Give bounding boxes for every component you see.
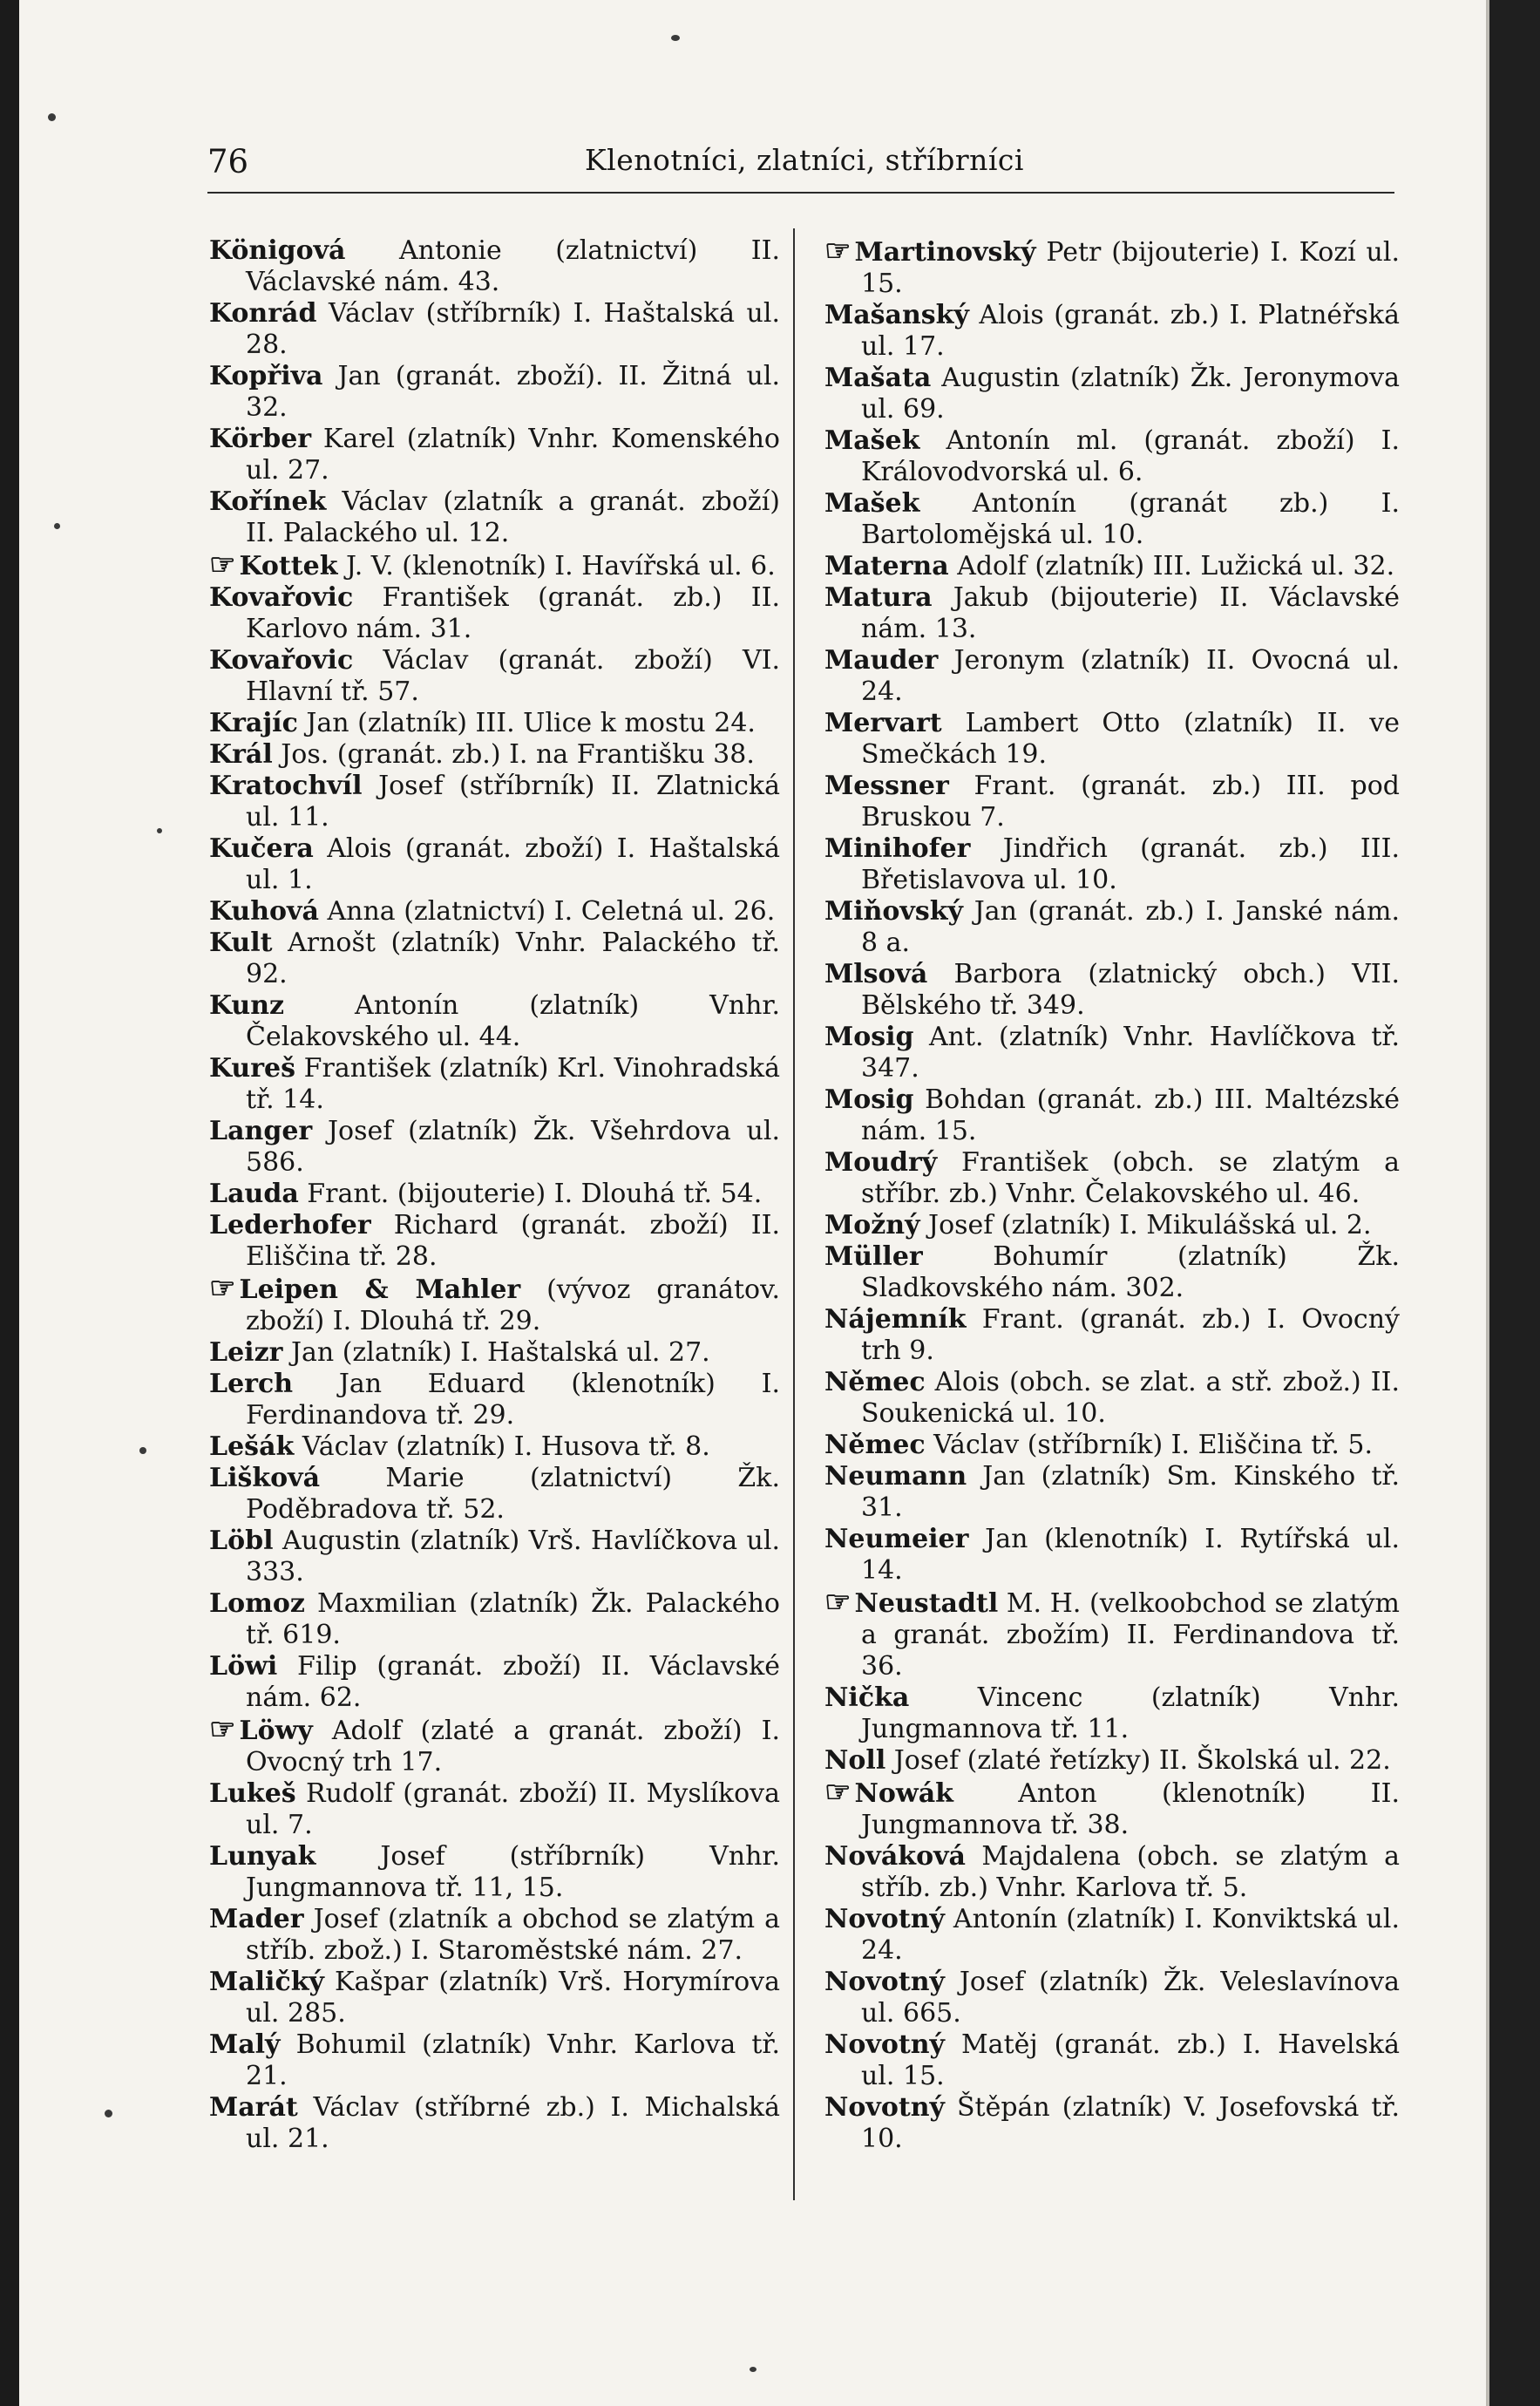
entry-name: Novotný bbox=[824, 1967, 945, 1997]
directory-entry bbox=[824, 1777, 1400, 1841]
entry-details: Adolf (zlatník) III. Lužická ul. 32. bbox=[948, 551, 1395, 581]
entry-details: Majdalena (obch. se zlatým a stříb. zb.) Vnhr. Karlova tř. 5. bbox=[861, 1841, 1400, 1903]
directory-entry bbox=[824, 1841, 1400, 1904]
directory-entry bbox=[209, 2029, 780, 2092]
directory-entry bbox=[824, 2029, 1400, 2092]
entry-name: Leipen & Mahler bbox=[239, 1274, 521, 1305]
entry-name: Možný bbox=[824, 1210, 920, 1240]
entry-details: Václav (stříbrník) I. Haštalská ul. 28. bbox=[246, 298, 780, 360]
entry-details: Vincenc (zlatník) Vnhr. Jungmannova tř. 11. bbox=[861, 1682, 1400, 1744]
directory-entry bbox=[209, 1967, 780, 2029]
entry-details: Anton (klenotník) II. Jungmannova tř. 38. bbox=[861, 1778, 1400, 1840]
directory-entry bbox=[209, 1778, 780, 1841]
right-column bbox=[824, 235, 1400, 2155]
entry-name: Nička bbox=[824, 1682, 910, 1713]
directory-entry bbox=[209, 1526, 780, 1588]
entry-name: Kopřiva bbox=[209, 361, 323, 391]
directory-entry bbox=[209, 771, 780, 833]
header-rule bbox=[207, 192, 1394, 194]
entry-name: Kořínek bbox=[209, 486, 327, 517]
entry-name: Lerch bbox=[209, 1369, 294, 1399]
directory-entry bbox=[209, 1588, 780, 1651]
entry-name: Němec bbox=[824, 1430, 926, 1460]
entry-name: Nováková bbox=[824, 1841, 966, 1872]
entry-name: Mosig bbox=[824, 1022, 914, 1052]
directory-entry bbox=[209, 361, 780, 424]
directory-entry bbox=[209, 833, 780, 896]
scan-speck bbox=[105, 2110, 112, 2117]
entry-details: Jakub (bijouterie) II. Václavské nám. 13. bbox=[861, 582, 1400, 644]
entry-name: Mauder bbox=[824, 645, 939, 676]
directory-entry bbox=[824, 300, 1400, 363]
entry-name: Konrád bbox=[209, 298, 317, 329]
directory-entry bbox=[824, 1904, 1400, 1967]
entry-details: Václav (zlatník a granát. zboží) II. Palackého ul. 12. bbox=[246, 486, 780, 548]
directory-entry bbox=[824, 1147, 1400, 1210]
entry-details: Jan (zlatník) III. Ulice k mostu 24. bbox=[297, 708, 756, 738]
entry-name: Kovařovic bbox=[209, 645, 354, 676]
scan-edge-left bbox=[0, 0, 19, 2406]
entry-details: Alois (granát. zb.) I. Platnéřská ul. 17. bbox=[861, 300, 1400, 362]
entry-details: Štěpán (zlatník) V. Josefovská tř. 10. bbox=[861, 2092, 1400, 2154]
entry-details: Augustin (zlatník) Žk. Jeronymova ul. 69. bbox=[861, 363, 1400, 425]
directory-entry bbox=[824, 1084, 1400, 1147]
entry-name: Matura bbox=[824, 582, 933, 613]
directory-entry bbox=[209, 1116, 780, 1179]
entry-name: Malý bbox=[209, 2029, 281, 2060]
scan-speck bbox=[139, 1447, 146, 1454]
pointing-hand-icon: ☞ bbox=[209, 1712, 236, 1747]
page-number: 76 bbox=[207, 143, 249, 180]
entry-details: Jan (granát. zb.) I. Janské nám. 8 a. bbox=[861, 896, 1400, 958]
entry-name: Král bbox=[209, 739, 273, 770]
directory-entry bbox=[209, 739, 780, 771]
entry-details: Matěj (granát. zb.) I. Havelská ul. 15. bbox=[861, 2029, 1400, 2091]
left-column bbox=[209, 235, 780, 2155]
entry-name: Körber bbox=[209, 424, 312, 454]
entry-details: (vývoz granátov. zboží) I. Dlouhá tř. 29. bbox=[246, 1274, 780, 1336]
directory-entry bbox=[824, 1022, 1400, 1084]
entry-name: Langer bbox=[209, 1116, 313, 1146]
entry-details: Václav (stříbrné zb.) I. Michalská ul. 21. bbox=[246, 2092, 780, 2154]
entry-name: Kuhová bbox=[209, 896, 319, 927]
directory-entry bbox=[824, 833, 1400, 896]
directory-entry bbox=[824, 363, 1400, 425]
directory-entry bbox=[824, 959, 1400, 1022]
entry-name: Lešák bbox=[209, 1431, 295, 1462]
entry-details: Adolf (zlaté a granát. zboží) I. Ovocný trh 17. bbox=[246, 1716, 780, 1777]
entry-details: Antonín ml. (granát. zboží) I. Královodvorská ul. 6. bbox=[861, 425, 1400, 487]
directory-entry bbox=[824, 1430, 1400, 1461]
entry-name: Kunz bbox=[209, 990, 285, 1021]
directory-entry bbox=[209, 298, 780, 361]
directory-entry bbox=[824, 1241, 1400, 1304]
entry-details: Barbora (zlatnický obch.) VII. Bělského tř. 349. bbox=[861, 959, 1400, 1021]
entry-details: Jan Eduard (klenotník) I. Ferdinandova tř. 29. bbox=[246, 1369, 780, 1431]
directory-entry bbox=[209, 1463, 780, 1526]
scan-edge-right bbox=[1489, 0, 1540, 2406]
entry-details: Frant. (granát. zb.) I. Ovocný trh 9. bbox=[861, 1304, 1400, 1366]
entry-name: Löbl bbox=[209, 1526, 274, 1556]
entry-details: Jindřich (granát. zb.) III. Břetislavova ul. 10. bbox=[861, 833, 1400, 895]
directory-entry bbox=[824, 551, 1400, 582]
directory-entry bbox=[209, 645, 780, 708]
directory-entry bbox=[824, 771, 1400, 833]
entry-details: Richard (granát. zboží) II. Eliščina tř. 28. bbox=[246, 1210, 780, 1272]
directory-entry bbox=[209, 1337, 780, 1369]
entry-details: Rudolf (granát. zboží) II. Myslíkova ul. 7. bbox=[246, 1778, 780, 1840]
entry-name: Mašek bbox=[824, 488, 920, 519]
entry-details: Václav (zlatník) I. Husova tř. 8. bbox=[294, 1431, 710, 1462]
entry-name: Nowák bbox=[854, 1778, 953, 1809]
entry-name: Neumann bbox=[824, 1461, 967, 1492]
entry-name: Minihofer bbox=[824, 833, 971, 864]
entry-name: Kratochvíl bbox=[209, 771, 363, 801]
entry-details: Jeronym (zlatník) II. Ovocná ul. 24. bbox=[861, 645, 1400, 707]
entry-name: Mlsová bbox=[824, 959, 928, 989]
entry-name: Mašek bbox=[824, 425, 920, 456]
entry-details: Antonie (zlatnictví) II. Václavské nám. 43. bbox=[246, 235, 780, 297]
entry-name: Müller bbox=[824, 1241, 923, 1272]
entry-name: Löwi bbox=[209, 1651, 278, 1682]
directory-entry bbox=[209, 1273, 780, 1337]
entry-details: Kašpar (zlatník) Vrš. Horymírova ul. 285. bbox=[246, 1967, 780, 2029]
entry-details: Frant. (granát. zb.) III. pod Bruskou 7. bbox=[861, 771, 1400, 833]
directory-entry bbox=[824, 1461, 1400, 1524]
entry-details: Anna (zlatnictví) I. Celetná ul. 26. bbox=[318, 896, 776, 927]
entry-name: Novotný bbox=[824, 1904, 945, 1934]
running-title: Klenotníci, zlatníci, stříbrníci bbox=[585, 143, 1024, 177]
entry-name: Löwy bbox=[239, 1716, 313, 1746]
directory-entry bbox=[209, 928, 780, 990]
directory-entry bbox=[824, 896, 1400, 959]
entry-name: Miňovský bbox=[824, 896, 963, 927]
scan-speck bbox=[671, 35, 680, 41]
entry-name: Kult bbox=[209, 928, 273, 958]
directory-entry bbox=[824, 708, 1400, 771]
directory-entry bbox=[824, 488, 1400, 551]
entry-details: Antonín (zlatník) I. Konviktská ul. 24. bbox=[861, 1904, 1400, 1966]
entry-name: Neumeier bbox=[824, 1524, 969, 1554]
pointing-hand-icon: ☞ bbox=[824, 1585, 851, 1620]
directory-entry bbox=[209, 582, 780, 645]
entry-details: Arnošt (zlatník) Vnhr. Palackého tř. 92. bbox=[246, 928, 780, 989]
entry-details: Petr (bijouterie) I. Kozí ul. 15. bbox=[861, 237, 1400, 299]
entry-name: Lukeš bbox=[209, 1778, 296, 1809]
entry-details: František (granát. zb.) II. Karlovo nám. 31. bbox=[246, 582, 780, 644]
entry-name: Mašanský bbox=[824, 300, 969, 330]
directory-entry bbox=[209, 486, 780, 549]
directory-entry bbox=[824, 1967, 1400, 2029]
directory-entry bbox=[209, 235, 780, 298]
entry-details: M. H. (velkoobchod se zlatým a granát. zbožím) II. Ferdinandova tř. 36. bbox=[861, 1588, 1400, 1682]
entry-name: Neustadtl bbox=[854, 1588, 999, 1619]
entry-name: Marát bbox=[209, 2092, 298, 2123]
directory-entry bbox=[209, 2092, 780, 2155]
entry-name: Königová bbox=[209, 235, 346, 266]
directory-entry bbox=[209, 990, 780, 1053]
directory-entry bbox=[824, 582, 1400, 645]
directory-entry bbox=[209, 1431, 780, 1463]
directory-entry bbox=[824, 1304, 1400, 1367]
pointing-hand-icon: ☞ bbox=[209, 547, 236, 582]
entry-name: Lišková bbox=[209, 1463, 321, 1493]
entry-details: Bohumil (zlatník) Vnhr. Karlova tř. 21. bbox=[246, 2029, 780, 2091]
entry-details: Alois (granát. zboží) I. Haštalská ul. 1. bbox=[246, 833, 780, 895]
directory-entry bbox=[824, 1524, 1400, 1587]
directory-entry bbox=[209, 1651, 780, 1714]
entry-details: Josef (zlaté řetízky) II. Školská ul. 22. bbox=[885, 1745, 1391, 1776]
entry-details: František (obch. se zlatým a stříbr. zb.) Vnhr. Čelakovského ul. 46. bbox=[861, 1147, 1400, 1209]
entry-name: Mosig bbox=[824, 1084, 914, 1115]
entry-name: Kottek bbox=[239, 551, 338, 581]
entry-details: Maxmilian (zlatník) Žk. Palackého tř. 619. bbox=[246, 1588, 780, 1650]
entry-name: Moudrý bbox=[824, 1147, 938, 1178]
entry-name: Němec bbox=[824, 1367, 926, 1397]
entry-details: Lambert Otto (zlatník) II. ve Smečkách 19. bbox=[861, 708, 1400, 770]
entry-details: Josef (stříbrník) II. Zlatnická ul. 11. bbox=[246, 771, 780, 833]
page-header bbox=[207, 138, 1401, 190]
directory-entry bbox=[209, 549, 780, 582]
entry-name: Mervart bbox=[824, 708, 942, 738]
entry-name: Mašata bbox=[824, 363, 932, 393]
entry-details: Alois (obch. se zlat. a stř. zbož.) II. Soukenická ul. 10. bbox=[861, 1367, 1400, 1429]
directory-entry bbox=[209, 1714, 780, 1778]
entry-details: Václav (stříbrník) I. Eliščina tř. 5. bbox=[925, 1430, 1374, 1460]
directory-entry bbox=[209, 1179, 780, 1210]
entry-name: Materna bbox=[824, 551, 949, 581]
directory-entry bbox=[824, 1682, 1400, 1745]
entry-details: Jos. (granát. zb.) I. na Františku 38. bbox=[272, 739, 755, 770]
entry-details: Josef (zlatník) Žk. Všehrdova ul. 586. bbox=[246, 1116, 780, 1178]
entry-details: Bohumír (zlatník) Žk. Sladkovského nám. 302. bbox=[861, 1241, 1400, 1303]
entry-details: Antonín (granát zb.) I. Bartolomějská ul. 10. bbox=[861, 488, 1400, 550]
directory-entry bbox=[824, 425, 1400, 488]
entry-name: Martinovský bbox=[854, 237, 1036, 268]
directory-entry bbox=[824, 1745, 1400, 1777]
directory-entry bbox=[209, 1841, 780, 1904]
directory-entry bbox=[824, 1210, 1400, 1241]
entry-name: Leizr bbox=[209, 1337, 283, 1368]
directory-entry bbox=[209, 1210, 780, 1273]
entry-name: Lauda bbox=[209, 1179, 299, 1209]
entry-name: Lunyak bbox=[209, 1841, 316, 1872]
directory-entry bbox=[209, 896, 780, 928]
pointing-hand-icon: ☞ bbox=[824, 234, 851, 268]
directory-entry bbox=[209, 1053, 780, 1116]
entry-details: Jan (klenotník) I. Rytířská ul. 14. bbox=[861, 1524, 1400, 1586]
directory-entry bbox=[824, 645, 1400, 708]
entry-name: Kučera bbox=[209, 833, 314, 864]
entry-name: Novotný bbox=[824, 2092, 945, 2123]
scan-speck bbox=[48, 113, 56, 121]
entry-name: Noll bbox=[824, 1745, 886, 1776]
entry-name: Mader bbox=[209, 1904, 304, 1934]
directory-entry bbox=[209, 424, 780, 486]
pointing-hand-icon: ☞ bbox=[824, 1775, 851, 1810]
entry-details: Frant. (bijouterie) I. Dlouhá tř. 54. bbox=[298, 1179, 763, 1209]
entry-details: Josef (zlatník a obchod se zlatým a stříb. zbož.) I. Staroměstské nám. 27. bbox=[246, 1904, 780, 1966]
entry-details: Josef (zlatník) I. Mikulášská ul. 2. bbox=[919, 1210, 1372, 1240]
directory-entry bbox=[209, 1904, 780, 1967]
scan-speck bbox=[54, 523, 60, 529]
entry-details: Karel (zlatník) Vnhr. Komenského ul. 27. bbox=[246, 424, 780, 486]
directory-entry bbox=[824, 1367, 1400, 1430]
column-divider bbox=[793, 228, 795, 2200]
entry-details: Jan (zlatník) I. Haštalská ul. 27. bbox=[282, 1337, 710, 1368]
entry-name: Krajíc bbox=[209, 708, 298, 738]
entry-details: František (zlatník) Krl. Vinohradská tř. 14. bbox=[246, 1053, 780, 1115]
entry-name: Messner bbox=[824, 771, 949, 801]
scan-speck bbox=[157, 828, 162, 833]
entry-details: J. V. (klenotník) I. Havířská ul. 6. bbox=[337, 551, 776, 581]
pointing-hand-icon: ☞ bbox=[209, 1271, 236, 1306]
entry-name: Novotný bbox=[824, 2029, 945, 2060]
directory-entry bbox=[209, 708, 780, 739]
entry-details: Ant. (zlatník) Vnhr. Havlíčkova tř. 347. bbox=[861, 1022, 1400, 1084]
scan-speck bbox=[750, 2367, 756, 2372]
entry-details: Josef (stříbrník) Vnhr. Jungmannova tř. 11, 15. bbox=[246, 1841, 780, 1903]
entry-name: Lomoz bbox=[209, 1588, 305, 1619]
entry-details: Filip (granát. zboží) II. Václavské nám. 62. bbox=[246, 1651, 780, 1713]
entry-details: Marie (zlatnictví) Žk. Poděbradova tř. 52. bbox=[246, 1463, 780, 1525]
entry-details: Václav (granát. zboží) VI. Hlavní tř. 57. bbox=[246, 645, 780, 707]
entry-details: Jan (zlatník) Sm. Kinského tř. 31. bbox=[861, 1461, 1400, 1523]
entry-details: Augustin (zlatník) Vrš. Havlíčkova ul. 333. bbox=[246, 1526, 780, 1587]
entry-name: Nájemník bbox=[824, 1304, 967, 1335]
entry-details: Bohdan (granát. zb.) III. Maltézské nám. 15. bbox=[861, 1084, 1400, 1146]
directory-entry bbox=[824, 235, 1400, 300]
directory-entry bbox=[824, 2092, 1400, 2155]
directory-entry bbox=[209, 1369, 780, 1431]
entry-name: Kovařovic bbox=[209, 582, 354, 613]
directory-entry bbox=[824, 1587, 1400, 1682]
entry-details: Jan (granát. zboží). II. Žitná ul. 32. bbox=[246, 361, 780, 423]
entry-name: Kureš bbox=[209, 1053, 296, 1084]
entry-name: Lederhofer bbox=[209, 1210, 371, 1240]
entry-details: Antonín (zlatník) Vnhr. Čelakovského ul. 44. bbox=[246, 990, 780, 1052]
entry-details: Josef (zlatník) Žk. Veleslavínova ul. 665. bbox=[861, 1967, 1400, 2029]
entry-name: Maličký bbox=[209, 1967, 324, 1997]
